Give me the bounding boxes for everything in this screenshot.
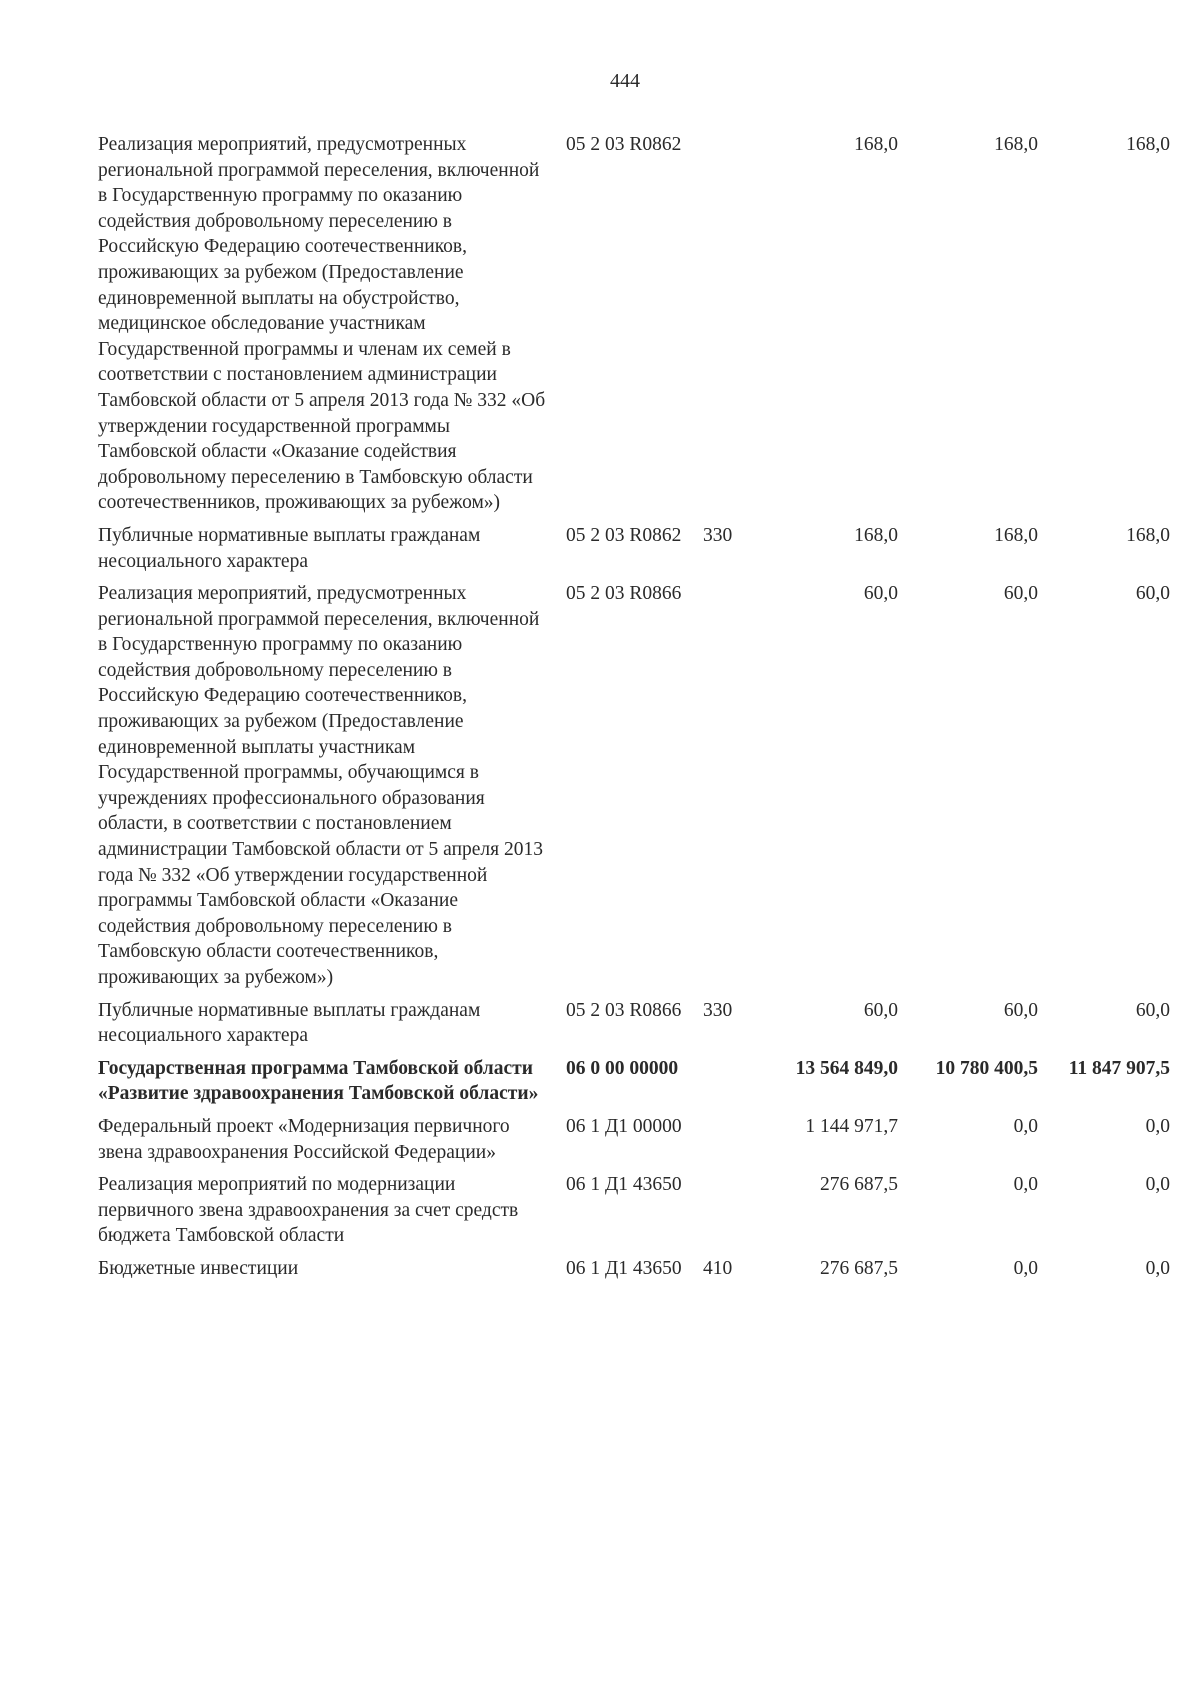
target-code: 05 2 03 R0862 [566,134,682,155]
target-code: 05 2 03 R0866 [566,583,682,605]
expense-type: 330 [703,999,733,1021]
item-name: Федеральный проект «Модернизация первичного звена здравоохранения Российской Федерации» [98,1115,510,1163]
amount-year-1: 13 564 849,0 [795,1057,898,1079]
amount-year-1: 168,0 [854,134,898,155]
table-row [98,1114,1170,1172]
amount-year-3: 0,0 [1145,1257,1170,1279]
amount-year-3: 168,0 [1126,134,1170,155]
target-code: 06 1 Д1 43650 [566,1174,682,1196]
table-row-program [98,1056,1170,1114]
amount-year-1: 1 144 971,7 [805,1115,898,1137]
item-name: Бюджетные инвестиции [98,1257,299,1279]
expense-type [703,1114,748,1172]
amount-year-2: 60,0 [1003,999,1038,1021]
target-code: 06 0 00 00000 [566,1057,679,1079]
amount-year-2: 0,0 [1013,1257,1038,1279]
expense-type: 410 [703,1257,733,1279]
amount-year-3: 168,0 [1126,524,1170,546]
item-name: Государственная программа Тамбовской области «Развитие здравоохранения Тамбовской области» [98,1057,539,1105]
table-row [98,998,1170,1056]
amount-year-3: 11 847 907,5 [1068,1057,1170,1079]
amount-year-1: 276 687,5 [820,1257,898,1279]
amount-year-3: 60,0 [1135,583,1170,605]
amount-year-1: 168,0 [854,524,898,546]
amount-year-1: 60,0 [863,999,898,1021]
expense-type [703,1172,748,1256]
budget-table-container [98,132,1170,1289]
amount-year-2: 10 780 400,5 [935,1057,1038,1079]
amount-year-2: 0,0 [1013,1115,1038,1137]
amount-year-2: 0,0 [1013,1174,1038,1196]
item-name: Реализация мероприятий по модернизации первичного звена здравоохранения за счет средств бюджета Тамбовской области [98,1174,519,1247]
item-name: Публичные нормативные выплаты гражданам несоциального характера [98,999,481,1047]
amount-year-3: 60,0 [1135,999,1170,1021]
amount-year-2: 168,0 [994,524,1038,546]
target-code: 05 2 03 R0866 [566,999,682,1021]
target-code: 06 1 Д1 00000 [566,1115,682,1137]
target-code: 05 2 03 R0862 [566,524,682,546]
amount-year-3: 0,0 [1145,1174,1170,1196]
table-row [98,523,1170,581]
table-row [98,132,1170,523]
amount-year-1: 60,0 [863,583,898,605]
target-code: 06 1 Д1 43650 [566,1257,682,1279]
amount-year-2: 60,0 [1003,583,1038,605]
table-row [98,1172,1170,1256]
table-row [98,581,1170,998]
expense-type [703,581,748,998]
amount-year-1: 276 687,5 [820,1174,898,1196]
expense-type [703,1056,748,1114]
amount-year-3: 0,0 [1145,1115,1170,1137]
item-name: Реализация мероприятий, предусмотренных региональной программой переселения, включенной в Государственную программу по оказанию содействия добровольному переселению в Российскую Федерацию соотечественников, проживающих за рубежом (Предоставление единовременной выплаты на обустройство, медицинское обследование участникам Государственной программы и членам их семей в соответствии с постановлением администрации Тамбовской области от 5 апреля 2013 года № 332 «Об утверждении государственной программы Тамбовской области «Оказание содействия добровольному переселению в Тамбовскую области соотечественников, проживающих за рубежом») [98,134,546,514]
item-name: Реализация мероприятий, предусмотренных региональной программой переселения, включенной в Государственную программу по оказанию содействия добровольному переселению в Российскую Федерацию соотечественников, проживающих за рубежом (Предоставление единовременной выплаты участникам Государственной программы, обучающимся в учреждениях профессионального образования области, в соответствии с постановлением администрации Тамбовской области от 5 апреля 2013 года № 332 «Об утверждении государственной программы Тамбовской области «Оказание содействия добровольному переселению в Тамбовскую области соотечественников, проживающих за рубежом») [98,583,543,988]
expense-type: 330 [703,524,733,546]
table-row [98,1256,1170,1289]
budget-table [98,132,1170,1289]
page-number: 444 [610,70,640,92]
expense-type [703,132,748,523]
item-name: Публичные нормативные выплаты гражданам несоциального характера [98,524,481,572]
amount-year-2: 168,0 [994,134,1038,155]
